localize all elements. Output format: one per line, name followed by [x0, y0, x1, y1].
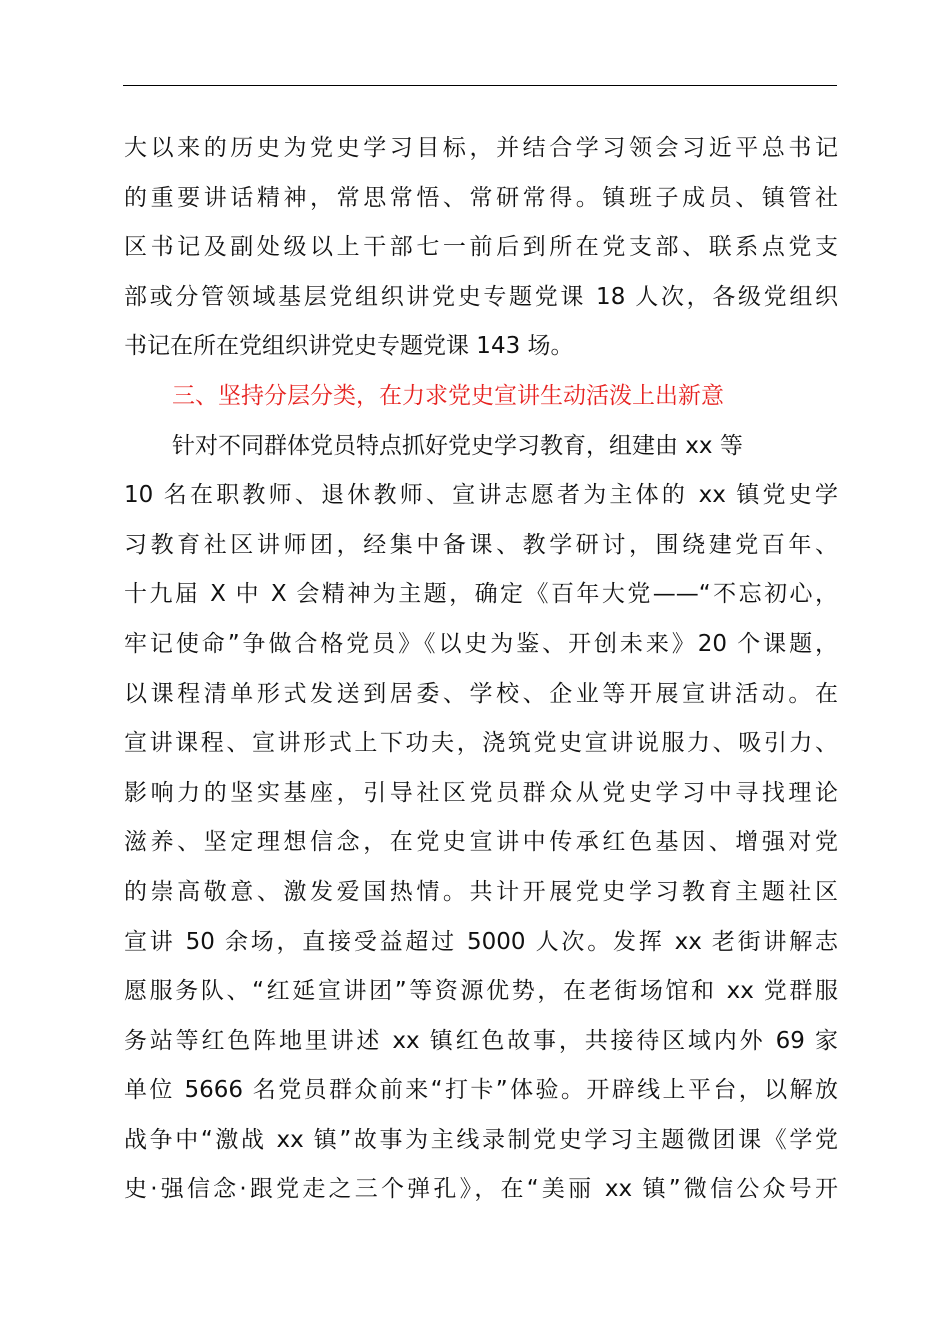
- text-line: 单位 5666 名党员群众前来“打卡”体验。开辟线上平台，以解放: [124, 1077, 838, 1104]
- text-line: 宣讲 50 余场，直接受益超过 5000 人次。发挥 xx 老街讲解志: [124, 928, 838, 955]
- text-line: 牢记使命”争做合格党员》《以史为鉴、开创未来》20 个课题，: [124, 630, 838, 657]
- text-line: 以课程清单形式发送到居委、学校、企业等开展宣讲活动。在: [124, 680, 838, 707]
- text-line: 的崇高敬意、激发爱国热情。共计开展党史学习教育主题社区: [124, 878, 838, 905]
- text-line: 宣讲课程、宣讲形式上下功夫，浇筑党史宣讲说服力、吸引力、: [124, 730, 838, 757]
- document-body: [124, 124, 838, 1215]
- text-line: 十九届 X 中 X 会精神为主题，确定《百年大党——“不忘初心，: [124, 581, 838, 608]
- text-line: 区书记及副处级以上干部七一前后到所在党支部、联系点党支: [124, 234, 838, 261]
- text-line: 部或分管领域基层党组织讲党史专题党课 18 人次，各级党组织: [124, 283, 838, 310]
- text-line: 史·强信念·跟党走之三个弹孔》，在“美丽 xx 镇”微信公众号开: [124, 1176, 838, 1203]
- header-rule: [123, 85, 837, 86]
- text-line: 滋养、坚定理想信念，在党史宣讲中传承红色基因、增强对党: [124, 829, 838, 856]
- section-heading: 三、坚持分层分类，在力求党史宣讲生动活泼上出新意: [172, 382, 724, 409]
- paragraph-2: [124, 422, 838, 1216]
- text-line: 务站等红色阵地里讲述 xx 镇红色故事，共接待区域内外 69 家: [124, 1027, 838, 1054]
- text-line: 10 名在职教师、退休教师、宣讲志愿者为主体的 xx 镇党史学: [124, 482, 838, 509]
- text-line: 战争中“激战 xx 镇”故事为主线录制党史学习主题微团课《学党: [124, 1126, 838, 1153]
- text-line: 针对不同群体党员特点抓好党史学习教育，组建由 xx 等: [172, 432, 743, 459]
- text-line: 大以来的历史为党史学习目标，并结合学习领会习近平总书记: [124, 135, 838, 161]
- text-line: 书记在所在党组织讲党史专题党课 143 场。: [124, 333, 574, 360]
- text-line: 的重要讲话精神，常思常悟、常研常得。镇班子成员、镇管社: [124, 184, 838, 211]
- text-line: 影响力的坚实基座，引导社区党员群众从党史学习中寻找理论: [124, 779, 838, 806]
- paragraph-1: [124, 124, 838, 372]
- text-line: 愿服务队、“红延宣讲团”等资源优势，在老街场馆和 xx 党群服: [124, 978, 838, 1005]
- text-line: 习教育社区讲师团，经集中备课、教学研讨，围绕建党百年、: [124, 531, 838, 558]
